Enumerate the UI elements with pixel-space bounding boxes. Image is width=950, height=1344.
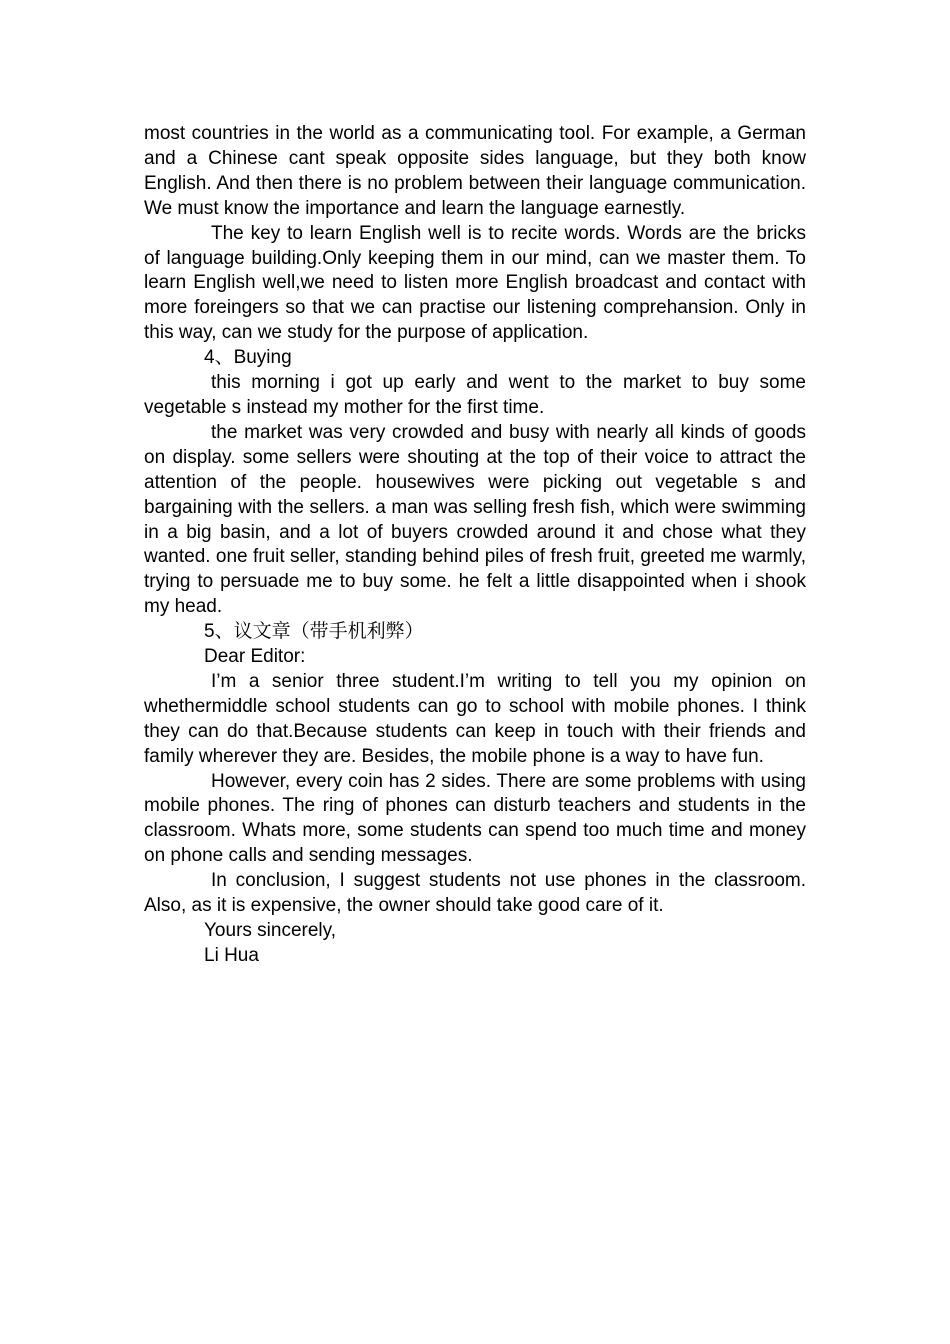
- paragraph-opinion: I’m a senior three student.I’m writing to tell you my opinion on whethermiddle school students can go to school with mobile phones. I think they can do that.Because students can keep in touch with their friends and family wherever they are. Besides, the mobile phone is a way to have fun.: [144, 670, 806, 767]
- letter-closing: Yours sincerely,: [204, 920, 337, 941]
- paragraph-market-scene: the market was very crowded and busy with nearly all kinds of goods on display. some sellers were shouting at the top of their voice to attract the attention of the people. housewives were picking out vegetable s and bargaining with the sellers. a man was selling fresh fish, which were swimming in a big basin, and a lot of buyers crowded around it and chose what they wanted. one fruit seller, standing behind piles of fresh fruit, greeted me warmly, trying to persuade me to buy some. he felt a little disappointed when i shook my head.: [144, 421, 806, 618]
- paragraph-learn-english: The key to learn English well is to recite words. Words are the bricks of language building.Only keeping them in our mind, can we master them. To learn English well,we need to listen more English broadcast and contact with more foreingers so that we can practise our listening comprehansion. Only in this way, can we study for the purpose of application.: [144, 222, 806, 344]
- paragraph-conclusion: In conclusion, I suggest students not use phones in the classroom. Also, as it is expensive, the owner should take good care of it.: [144, 870, 806, 917]
- section-heading-mobile-phones: 5、议文章（带手机利弊）: [204, 621, 424, 643]
- letter-signature: Li Hua: [204, 944, 259, 966]
- paragraph-morning-market: this morning i got up early and went to the market to buy some vegetable s instead my mother for the first time.: [144, 372, 806, 418]
- section-heading-buying: 4、Buying: [204, 347, 292, 369]
- paragraph-english-importance: most countries in the world as a communicating tool. For example, a German and a Chinese cant speak opposite sides language, but they both know English. And then there is no problem between their language communication. We must know the importance and learn the language earnestly.: [144, 123, 806, 219]
- letter-salutation: Dear Editor:: [204, 646, 306, 668]
- paragraph-problems: However, every coin has 2 sides. There are some problems with using mobile phones. The ring of phones can disturb teachers and students in the classroom. Whats more, some students can spend too much time and money on phone calls and sending messages.: [144, 770, 806, 867]
- document-page: [144, 122, 806, 969]
